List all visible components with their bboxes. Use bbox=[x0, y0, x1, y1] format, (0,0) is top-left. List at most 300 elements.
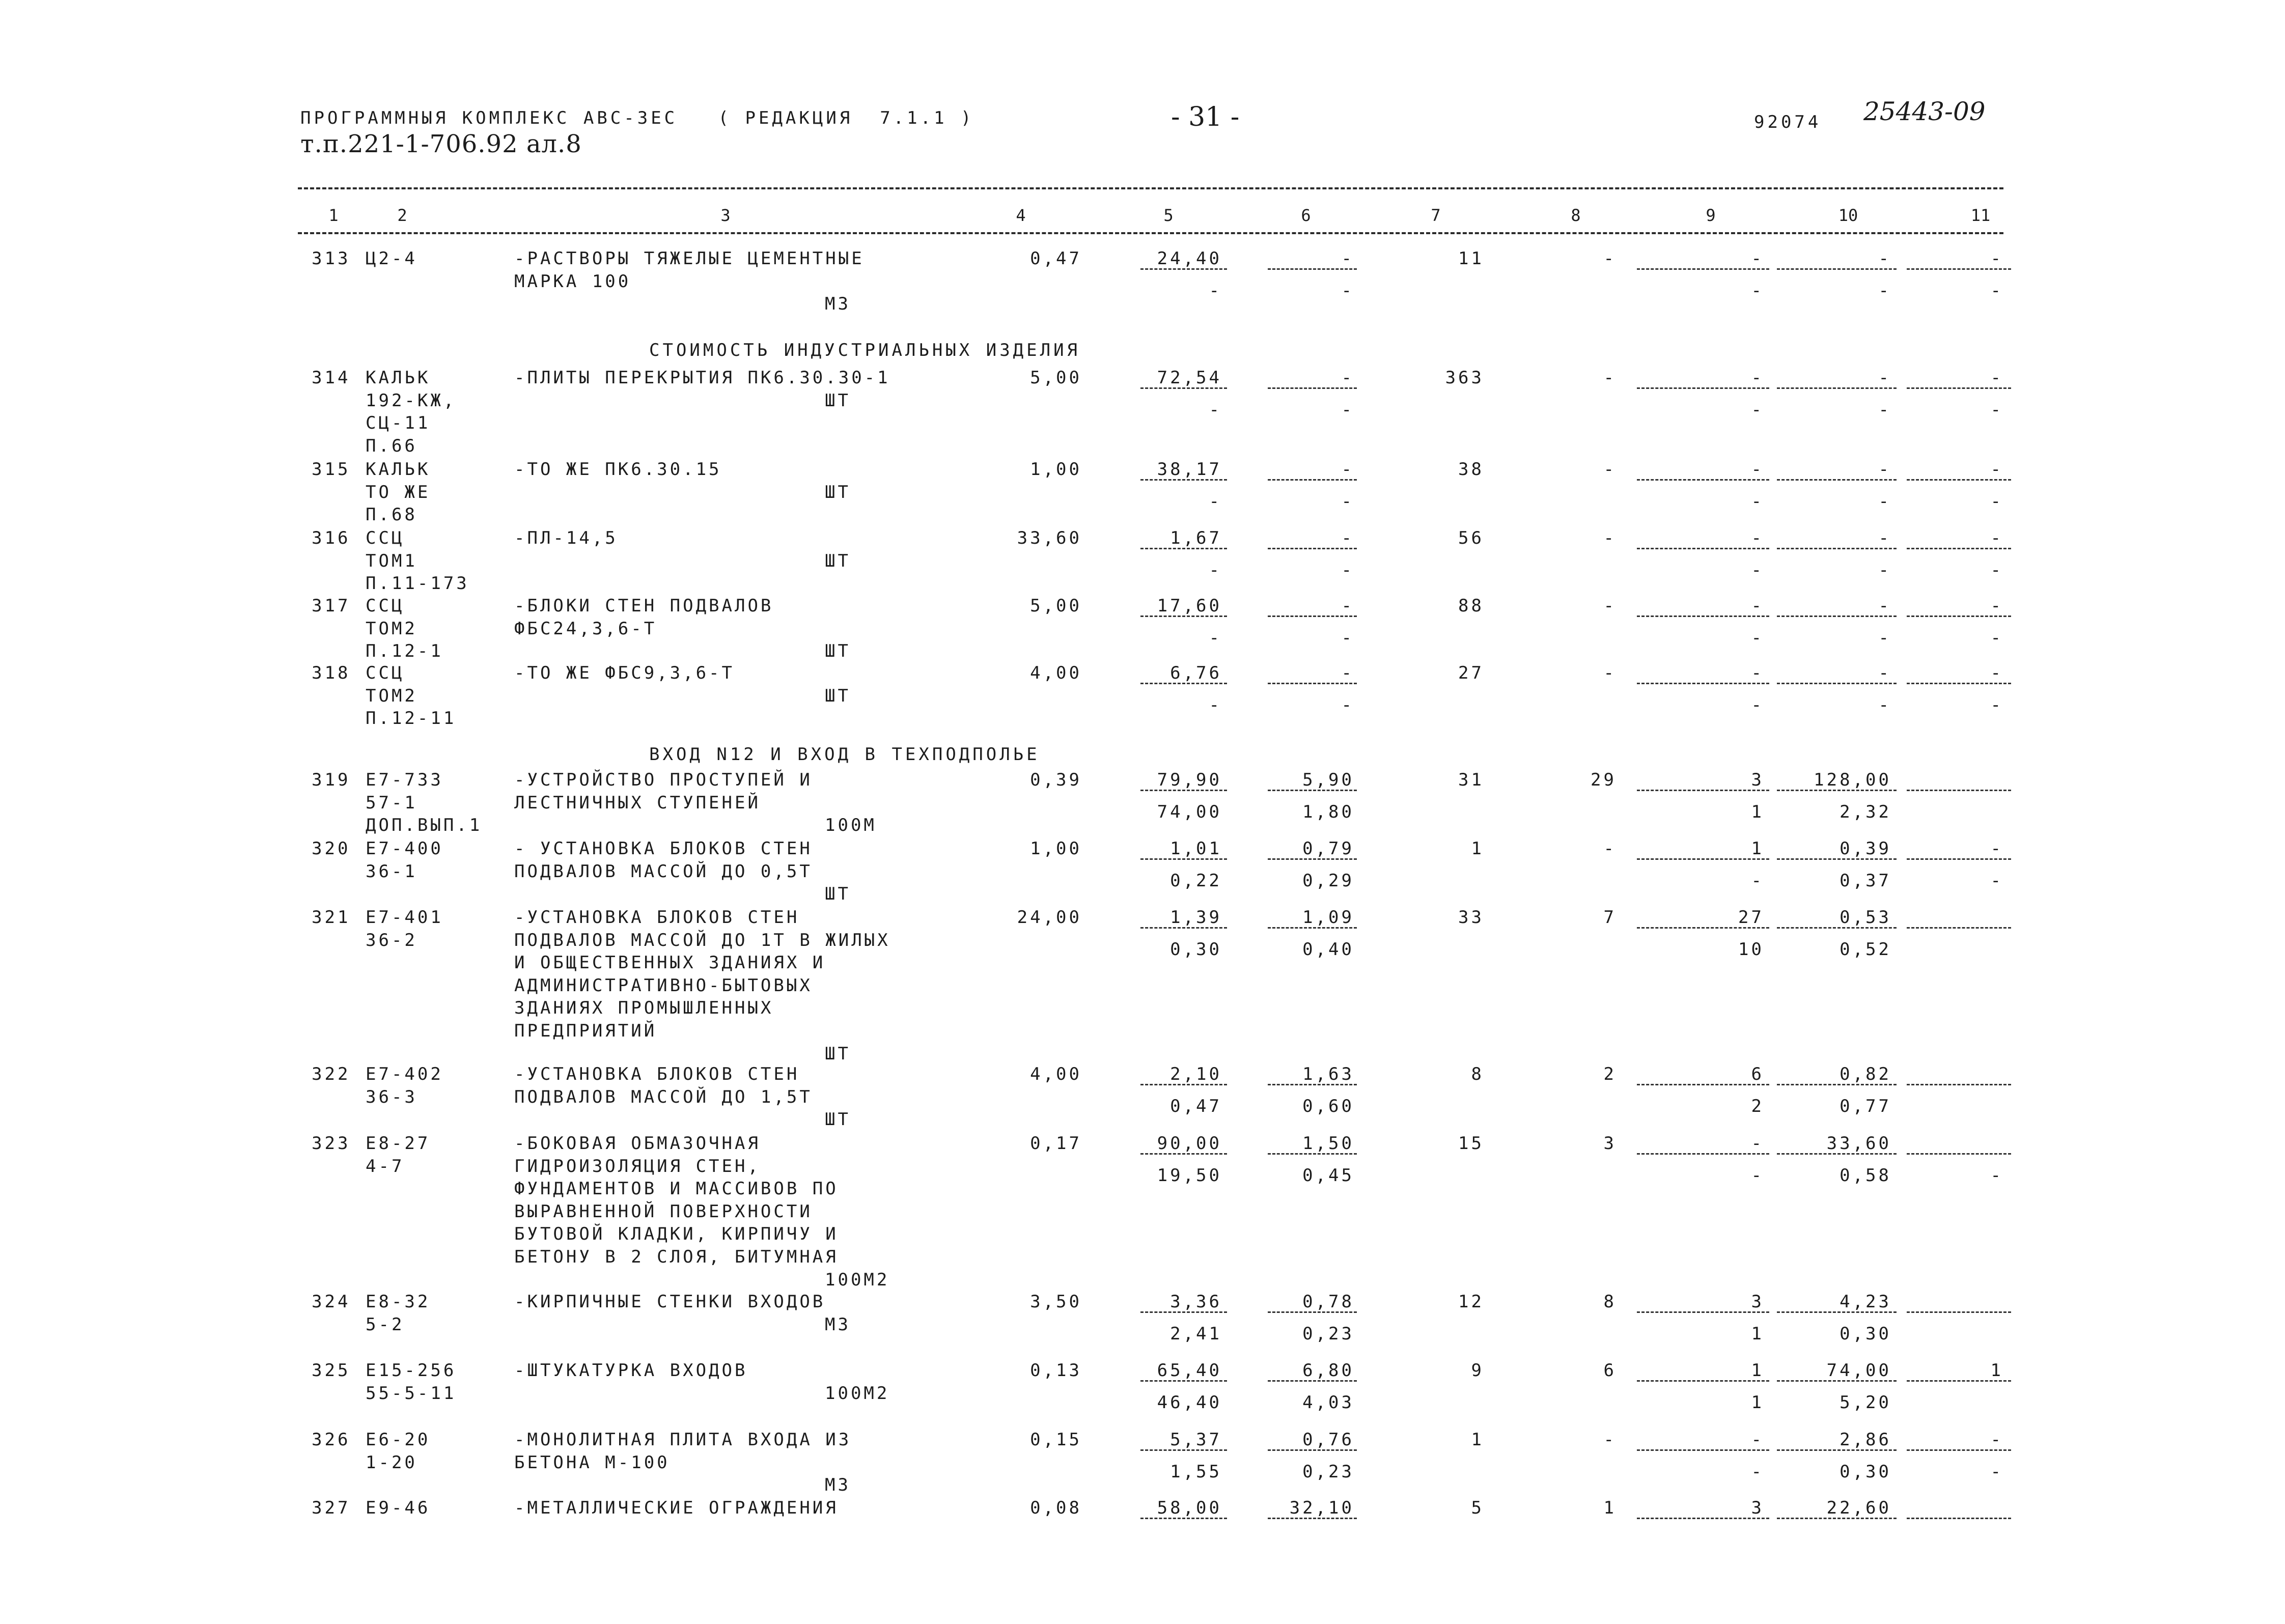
labor-hours-sub: - bbox=[1878, 399, 1891, 420]
cell-divider bbox=[1907, 1084, 2011, 1085]
extra-value: - bbox=[1990, 596, 2003, 616]
labor-cost: - bbox=[1603, 1430, 1617, 1450]
machine-total: - bbox=[1751, 1430, 1764, 1450]
extra-value: - bbox=[1990, 368, 2003, 388]
cell-divider bbox=[1140, 1449, 1227, 1451]
cell-divider bbox=[1637, 790, 1769, 791]
machine-total-sub: - bbox=[1751, 280, 1764, 301]
cell-divider bbox=[1777, 1449, 1897, 1451]
work-description: -КИРПИЧНЫЕ СТЕНКИ ВХОДОВ bbox=[514, 1292, 826, 1312]
labor-cost: - bbox=[1603, 248, 1617, 269]
cell-divider bbox=[1268, 1153, 1357, 1155]
section-title: ВХОД N12 И ВХОД В ТЕХПОДПОЛЬЕ bbox=[649, 744, 1040, 765]
cell-divider bbox=[1268, 268, 1357, 270]
extra-value-sub: - bbox=[1990, 694, 2003, 715]
work-description: ЛЕСТНИЧНЫХ СТУПЕНЕЙ bbox=[514, 792, 761, 813]
labor-hours-sub: - bbox=[1878, 491, 1891, 512]
extra-value-sub: - bbox=[1990, 627, 2003, 648]
rate-code: Е8-32 bbox=[366, 1292, 431, 1312]
cell-divider bbox=[1907, 858, 2011, 860]
cell-divider bbox=[1268, 615, 1357, 617]
machine-cost: - bbox=[1341, 459, 1354, 480]
machine-wages: - bbox=[1341, 280, 1354, 301]
machine-total: 1 bbox=[1751, 1360, 1764, 1381]
unit-cost-wages: - bbox=[1209, 280, 1222, 301]
rate-code: Е8-27 bbox=[366, 1133, 431, 1154]
machine-total-sub: - bbox=[1751, 1461, 1764, 1482]
labor-hours: 0,53 bbox=[1840, 907, 1891, 928]
work-description: -РАСТВОРЫ ТЯЖЕЛЫЕ ЦЕМЕНТНЫЕ bbox=[514, 248, 865, 269]
extra-value: - bbox=[1990, 528, 2003, 548]
cell-divider bbox=[1140, 927, 1227, 929]
labor-cost: - bbox=[1603, 596, 1617, 616]
total-cost: 363 bbox=[1445, 368, 1484, 388]
cell-divider bbox=[1140, 268, 1227, 270]
cell-divider bbox=[1268, 1518, 1357, 1519]
machine-total: - bbox=[1751, 368, 1764, 388]
cell-divider bbox=[1268, 479, 1357, 481]
cell-divider bbox=[1907, 1449, 2011, 1451]
labor-cost: 1 bbox=[1603, 1498, 1617, 1518]
machine-wages: 0,60 bbox=[1302, 1096, 1354, 1116]
work-description: -ПЛИТЫ ПЕРЕКРЫТИЯ ПК6.30.30-1 bbox=[514, 368, 890, 388]
cell-divider bbox=[1268, 1449, 1357, 1451]
machine-total: - bbox=[1751, 663, 1764, 683]
work-description: -ТО ЖЕ ПК6.30.15 bbox=[514, 459, 722, 480]
rate-code: П.12-11 bbox=[366, 708, 457, 729]
total-cost: 56 bbox=[1458, 528, 1484, 548]
rate-code: 36-1 bbox=[366, 861, 417, 882]
cell-divider bbox=[1907, 1311, 2011, 1313]
work-description: БЕТОНА М-100 bbox=[514, 1452, 670, 1473]
quantity: 0,13 bbox=[1030, 1360, 1082, 1381]
machine-total-sub: - bbox=[1751, 491, 1764, 512]
machine-cost: 32,10 bbox=[1289, 1498, 1354, 1518]
unit-cost: 72,54 bbox=[1157, 368, 1222, 388]
extra-value: 1 bbox=[1990, 1360, 2003, 1381]
rate-code: Ц2-4 bbox=[366, 248, 417, 269]
labor-cost: 7 bbox=[1603, 907, 1617, 928]
total-cost: 38 bbox=[1458, 459, 1484, 480]
unit-cost: 24,40 bbox=[1157, 248, 1222, 269]
cell-divider bbox=[1907, 615, 2011, 617]
work-description: ПОДВАЛОВ МАССОЙ ДО 1Т В ЖИЛЫХ bbox=[514, 930, 890, 950]
quantity: 24,00 bbox=[1017, 907, 1082, 928]
total-cost: 88 bbox=[1458, 596, 1484, 616]
machine-total: 6 bbox=[1751, 1064, 1764, 1084]
unit-of-measure: М3 bbox=[825, 294, 851, 315]
column-number: 11 bbox=[1970, 206, 1991, 225]
quantity: 0,47 bbox=[1030, 248, 1082, 269]
unit-of-measure: ШТ bbox=[825, 482, 851, 502]
cell-divider bbox=[1140, 1380, 1227, 1382]
rate-code: Е7-402 bbox=[366, 1064, 443, 1084]
total-cost: 9 bbox=[1471, 1360, 1484, 1381]
row-number: 324 bbox=[312, 1292, 351, 1312]
work-description: -УСТАНОВКА БЛОКОВ СТЕН bbox=[514, 907, 800, 928]
labor-hours-sub: 0,37 bbox=[1840, 870, 1891, 891]
cell-divider bbox=[1777, 790, 1897, 791]
labor-hours: - bbox=[1878, 248, 1891, 269]
machine-wages: - bbox=[1341, 627, 1354, 648]
row-number: 326 bbox=[312, 1430, 351, 1450]
labor-hours: - bbox=[1878, 663, 1891, 683]
work-description: ПОДВАЛОВ МАССОЙ ДО 1,5Т bbox=[514, 1086, 813, 1107]
labor-hours: - bbox=[1878, 368, 1891, 388]
unit-cost: 1,67 bbox=[1170, 528, 1222, 548]
machine-cost: 6,80 bbox=[1302, 1360, 1354, 1381]
rate-code: П.68 bbox=[366, 505, 417, 525]
rate-code: ТО ЖЕ bbox=[366, 482, 431, 502]
labor-cost: 3 bbox=[1603, 1133, 1617, 1154]
work-description: И ОБЩЕСТВЕННЫХ ЗДАНИЯХ И bbox=[514, 953, 826, 973]
row-number: 325 bbox=[312, 1360, 351, 1381]
cell-divider bbox=[1268, 387, 1357, 389]
column-number: 9 bbox=[1706, 206, 1716, 225]
unit-cost-wages: 46,40 bbox=[1157, 1392, 1222, 1413]
labor-hours-sub: - bbox=[1878, 559, 1891, 580]
cell-divider bbox=[1637, 1153, 1769, 1155]
row-number: 319 bbox=[312, 770, 351, 790]
machine-total-sub: 1 bbox=[1751, 1323, 1764, 1344]
rate-code: 36-3 bbox=[366, 1086, 417, 1107]
rate-code: Е9-46 bbox=[366, 1498, 431, 1518]
cell-divider bbox=[1268, 683, 1357, 684]
rate-code: 1-20 bbox=[366, 1452, 417, 1473]
machine-total-sub: - bbox=[1751, 694, 1764, 715]
unit-cost: 17,60 bbox=[1157, 596, 1222, 616]
quantity: 0,39 bbox=[1030, 770, 1082, 790]
labor-hours: 0,82 bbox=[1840, 1064, 1891, 1084]
work-description: - УСТАНОВКА БЛОКОВ СТЕН bbox=[514, 838, 813, 859]
machine-total-sub: - bbox=[1751, 1165, 1764, 1186]
unit-cost: 1,01 bbox=[1170, 838, 1222, 859]
rate-code: ДОП.ВЫП.1 bbox=[366, 815, 483, 836]
cell-divider bbox=[1140, 1084, 1227, 1085]
cell-divider bbox=[1637, 1449, 1769, 1451]
extra-value: - bbox=[1990, 663, 2003, 683]
work-description: ПОДВАЛОВ МАССОЙ ДО 0,5Т bbox=[514, 861, 813, 882]
cell-divider bbox=[1268, 927, 1357, 929]
total-cost: 12 bbox=[1458, 1292, 1484, 1312]
labor-hours-sub: - bbox=[1878, 280, 1891, 301]
extra-value: - bbox=[1990, 248, 2003, 269]
rate-code: СЦ-11 bbox=[366, 413, 431, 434]
machine-wages: 0,45 bbox=[1302, 1165, 1354, 1186]
unit-cost: 65,40 bbox=[1157, 1360, 1222, 1381]
cell-divider bbox=[1637, 615, 1769, 617]
labor-hours-sub: 5,20 bbox=[1840, 1392, 1891, 1413]
labor-hours: 4,23 bbox=[1840, 1292, 1891, 1312]
total-cost: 1 bbox=[1471, 838, 1484, 859]
machine-wages: 0,40 bbox=[1302, 939, 1354, 960]
cell-divider bbox=[1140, 548, 1227, 549]
rate-code: КАЛЬК bbox=[366, 459, 431, 480]
unit-cost: 6,76 bbox=[1170, 663, 1222, 683]
rate-code: 55-5-11 bbox=[366, 1383, 457, 1404]
cell-divider bbox=[1268, 1380, 1357, 1382]
labor-hours-sub: 0,30 bbox=[1840, 1323, 1891, 1344]
labor-hours: - bbox=[1878, 596, 1891, 616]
column-number: 4 bbox=[1016, 206, 1026, 225]
unit-of-measure: ШТ bbox=[825, 884, 851, 905]
machine-cost: 0,78 bbox=[1302, 1292, 1354, 1312]
rate-code: ССЦ bbox=[366, 528, 405, 548]
cell-divider bbox=[1140, 615, 1227, 617]
column-number: 7 bbox=[1431, 206, 1441, 225]
column-number: 6 bbox=[1301, 206, 1311, 225]
cell-divider bbox=[1907, 927, 2011, 929]
table-header-rule bbox=[298, 232, 2003, 234]
row-number: 322 bbox=[312, 1064, 351, 1084]
machine-total-sub: 1 bbox=[1751, 1392, 1764, 1413]
row-number: 315 bbox=[312, 459, 351, 480]
cell-divider bbox=[1140, 387, 1227, 389]
unit-cost: 1,39 bbox=[1170, 907, 1222, 928]
total-cost: 27 bbox=[1458, 663, 1484, 683]
extra-value-sub: - bbox=[1990, 1165, 2003, 1186]
unit-of-measure: 100М2 bbox=[825, 1383, 890, 1404]
machine-cost: 1,09 bbox=[1302, 907, 1354, 928]
cell-divider bbox=[1637, 268, 1769, 270]
rate-code: ССЦ bbox=[366, 663, 405, 683]
total-cost: 8 bbox=[1471, 1064, 1484, 1084]
cell-divider bbox=[1907, 1518, 2011, 1519]
cell-divider bbox=[1907, 548, 2011, 549]
machine-total: - bbox=[1751, 1133, 1764, 1154]
machine-cost: - bbox=[1341, 663, 1354, 683]
cell-divider bbox=[1777, 927, 1897, 929]
rate-code: 192-КЖ, bbox=[366, 390, 457, 411]
cell-divider bbox=[1907, 1153, 2011, 1155]
labor-cost: - bbox=[1603, 838, 1617, 859]
labor-cost: 29 bbox=[1591, 770, 1617, 790]
column-number: 2 bbox=[397, 206, 407, 225]
rate-code: Е7-733 bbox=[366, 770, 443, 790]
column-number: 10 bbox=[1838, 206, 1858, 225]
machine-wages: 1,80 bbox=[1302, 801, 1354, 822]
labor-hours: 2,86 bbox=[1840, 1430, 1891, 1450]
work-description: -ПЛ-14,5 bbox=[514, 528, 618, 548]
machine-wages: - bbox=[1341, 399, 1354, 420]
unit-cost: 3,36 bbox=[1170, 1292, 1222, 1312]
work-description: -МОНОЛИТНАЯ ПЛИТА ВХОДА ИЗ bbox=[514, 1430, 852, 1450]
machine-total: 3 bbox=[1751, 1292, 1764, 1312]
machine-cost: - bbox=[1341, 596, 1354, 616]
table-top-rule bbox=[298, 187, 2003, 189]
unit-of-measure: 100М bbox=[825, 815, 877, 836]
project-code: т.п.221-1-706.92 ал.8 bbox=[300, 130, 582, 158]
row-number: 316 bbox=[312, 528, 351, 548]
document-code: 92074 bbox=[1754, 112, 1822, 132]
row-number: 320 bbox=[312, 838, 351, 859]
unit-of-measure: М3 bbox=[825, 1475, 851, 1496]
unit-of-measure: ШТ bbox=[825, 550, 851, 571]
quantity: 0,15 bbox=[1030, 1430, 1082, 1450]
cell-divider bbox=[1777, 479, 1897, 481]
cell-divider bbox=[1637, 1380, 1769, 1382]
rate-code: П.66 bbox=[366, 435, 417, 456]
column-number: 3 bbox=[720, 206, 731, 225]
machine-total-sub: - bbox=[1751, 870, 1764, 891]
rate-code: 5-2 bbox=[366, 1314, 405, 1335]
cell-divider bbox=[1637, 927, 1769, 929]
machine-cost: 0,76 bbox=[1302, 1430, 1354, 1450]
extra-value-sub: - bbox=[1990, 491, 2003, 512]
cell-divider bbox=[1907, 479, 2011, 481]
extra-value-sub: - bbox=[1990, 559, 2003, 580]
labor-hours-sub: - bbox=[1878, 627, 1891, 648]
page-number: - 31 - bbox=[1171, 102, 1240, 132]
unit-of-measure: 100М2 bbox=[825, 1269, 890, 1290]
labor-cost: - bbox=[1603, 528, 1617, 548]
labor-cost: - bbox=[1603, 368, 1617, 388]
rate-code: Е7-401 bbox=[366, 907, 443, 928]
labor-hours: - bbox=[1878, 459, 1891, 480]
cell-divider bbox=[1140, 1518, 1227, 1519]
rate-code: Е7-400 bbox=[366, 838, 443, 859]
work-description: ЗДАНИЯХ ПРОМЫШЛЕННЫХ bbox=[514, 998, 774, 1019]
extra-value: - bbox=[1990, 838, 2003, 859]
machine-total: 27 bbox=[1738, 907, 1764, 928]
labor-cost: 6 bbox=[1603, 1360, 1617, 1381]
cell-divider bbox=[1907, 268, 2011, 270]
cell-divider bbox=[1777, 615, 1897, 617]
unit-cost: 38,17 bbox=[1157, 459, 1222, 480]
unit-cost-wages: - bbox=[1209, 399, 1222, 420]
unit-cost-wages: - bbox=[1209, 627, 1222, 648]
cell-divider bbox=[1777, 1153, 1897, 1155]
machine-total-sub: 2 bbox=[1751, 1096, 1764, 1116]
cell-divider bbox=[1907, 1380, 2011, 1382]
cell-divider bbox=[1268, 1084, 1357, 1085]
machine-cost: - bbox=[1341, 248, 1354, 269]
work-description: -МЕТАЛЛИЧЕСКИЕ ОГРАЖДЕНИЯ bbox=[514, 1498, 839, 1518]
rate-code: ТОМ2 bbox=[366, 685, 417, 706]
unit-cost-wages: - bbox=[1209, 559, 1222, 580]
machine-wages: - bbox=[1341, 694, 1354, 715]
extra-value-sub: - bbox=[1990, 280, 2003, 301]
work-description: -ТО ЖЕ ФБС9,3,6-Т bbox=[514, 663, 735, 683]
cell-divider bbox=[1637, 1518, 1769, 1519]
unit-of-measure: ШТ bbox=[825, 641, 851, 662]
row-number: 321 bbox=[312, 907, 351, 928]
cell-divider bbox=[1140, 858, 1227, 860]
labor-hours: 74,00 bbox=[1826, 1360, 1891, 1381]
work-description: -ШТУКАТУРКА ВХОДОВ bbox=[514, 1360, 748, 1381]
rate-code: 4-7 bbox=[366, 1156, 405, 1177]
quantity: 1,00 bbox=[1030, 838, 1082, 859]
machine-wages: 0,29 bbox=[1302, 870, 1354, 891]
work-description: ПРЕДПРИЯТИЙ bbox=[514, 1021, 657, 1041]
unit-cost: 79,90 bbox=[1157, 770, 1222, 790]
row-number: 313 bbox=[312, 248, 351, 269]
cell-divider bbox=[1637, 387, 1769, 389]
rate-code: П.12-1 bbox=[366, 641, 443, 662]
machine-total-sub: - bbox=[1751, 559, 1764, 580]
extra-value: - bbox=[1990, 459, 2003, 480]
work-description: -УСТАНОВКА БЛОКОВ СТЕН bbox=[514, 1064, 800, 1084]
machine-total: - bbox=[1751, 528, 1764, 548]
total-cost: 1 bbox=[1471, 1430, 1484, 1450]
work-description: -УСТРОЙСТВО ПРОСТУПЕЙ И bbox=[514, 770, 813, 790]
cell-divider bbox=[1637, 548, 1769, 549]
cell-divider bbox=[1637, 479, 1769, 481]
unit-of-measure: ШТ bbox=[825, 685, 851, 706]
extra-value: - bbox=[1990, 1430, 2003, 1450]
cell-divider bbox=[1140, 683, 1227, 684]
cell-divider bbox=[1268, 1311, 1357, 1313]
row-number: 318 bbox=[312, 663, 351, 683]
rate-code: ТОМ2 bbox=[366, 618, 417, 639]
unit-of-measure: ШТ bbox=[825, 1043, 851, 1064]
cell-divider bbox=[1140, 790, 1227, 791]
cell-divider bbox=[1637, 1084, 1769, 1085]
work-description: МАРКА 100 bbox=[514, 271, 631, 292]
quantity: 3,50 bbox=[1030, 1292, 1082, 1312]
unit-of-measure: ШТ bbox=[825, 390, 851, 411]
labor-cost: 2 bbox=[1603, 1064, 1617, 1084]
cell-divider bbox=[1777, 1311, 1897, 1313]
labor-hours-sub: 0,30 bbox=[1840, 1461, 1891, 1482]
quantity: 0,17 bbox=[1030, 1133, 1082, 1154]
rate-code: 36-2 bbox=[366, 930, 417, 950]
cell-divider bbox=[1140, 479, 1227, 481]
cell-divider bbox=[1268, 548, 1357, 549]
machine-total: - bbox=[1751, 596, 1764, 616]
machine-total-sub: - bbox=[1751, 627, 1764, 648]
machine-total: 1 bbox=[1751, 838, 1764, 859]
unit-cost: 90,00 bbox=[1157, 1133, 1222, 1154]
machine-wages: - bbox=[1341, 559, 1354, 580]
machine-total: - bbox=[1751, 248, 1764, 269]
cell-divider bbox=[1777, 858, 1897, 860]
machine-total: 3 bbox=[1751, 770, 1764, 790]
row-number: 314 bbox=[312, 368, 351, 388]
unit-cost-wages: 19,50 bbox=[1157, 1165, 1222, 1186]
machine-wages: 0,23 bbox=[1302, 1461, 1354, 1482]
labor-hours: 0,39 bbox=[1840, 838, 1891, 859]
work-description: БЕТОНУ В 2 СЛОЯ, БИТУМНАЯ bbox=[514, 1247, 839, 1267]
row-number: 327 bbox=[312, 1498, 351, 1518]
cell-divider bbox=[1777, 268, 1897, 270]
row-number: 323 bbox=[312, 1133, 351, 1154]
unit-cost: 58,00 bbox=[1157, 1498, 1222, 1518]
unit-cost-wages: 2,41 bbox=[1170, 1323, 1222, 1344]
rate-code: П.11-173 bbox=[366, 573, 469, 594]
machine-wages: 4,03 bbox=[1302, 1392, 1354, 1413]
cell-divider bbox=[1637, 1311, 1769, 1313]
machine-total-sub: 10 bbox=[1738, 939, 1764, 960]
work-description: АДМИНИСТРАТИВНО-БЫТОВЫХ bbox=[514, 975, 813, 996]
labor-hours: - bbox=[1878, 528, 1891, 548]
column-number: 5 bbox=[1163, 206, 1174, 225]
work-description: ФУНДАМЕНТОВ И МАССИВОВ ПО bbox=[514, 1179, 839, 1199]
cell-divider bbox=[1907, 790, 2011, 791]
program-header: ПРОГРАММНЫЯ КОМПЛЕКС АВС-ЗЕС ( РЕДАКЦИЯ 7.1.1 ) bbox=[300, 108, 974, 128]
unit-cost-wages: - bbox=[1209, 491, 1222, 512]
rate-code: Е6-20 bbox=[366, 1430, 431, 1450]
labor-hours-sub: - bbox=[1878, 694, 1891, 715]
quantity: 4,00 bbox=[1030, 1064, 1082, 1084]
rate-code: ССЦ bbox=[366, 596, 405, 616]
labor-hours-sub: 0,52 bbox=[1840, 939, 1891, 960]
unit-cost: 5,37 bbox=[1170, 1430, 1222, 1450]
labor-hours-sub: 2,32 bbox=[1840, 801, 1891, 822]
row-number: 317 bbox=[312, 596, 351, 616]
cell-divider bbox=[1777, 683, 1897, 684]
total-cost: 11 bbox=[1458, 248, 1484, 269]
